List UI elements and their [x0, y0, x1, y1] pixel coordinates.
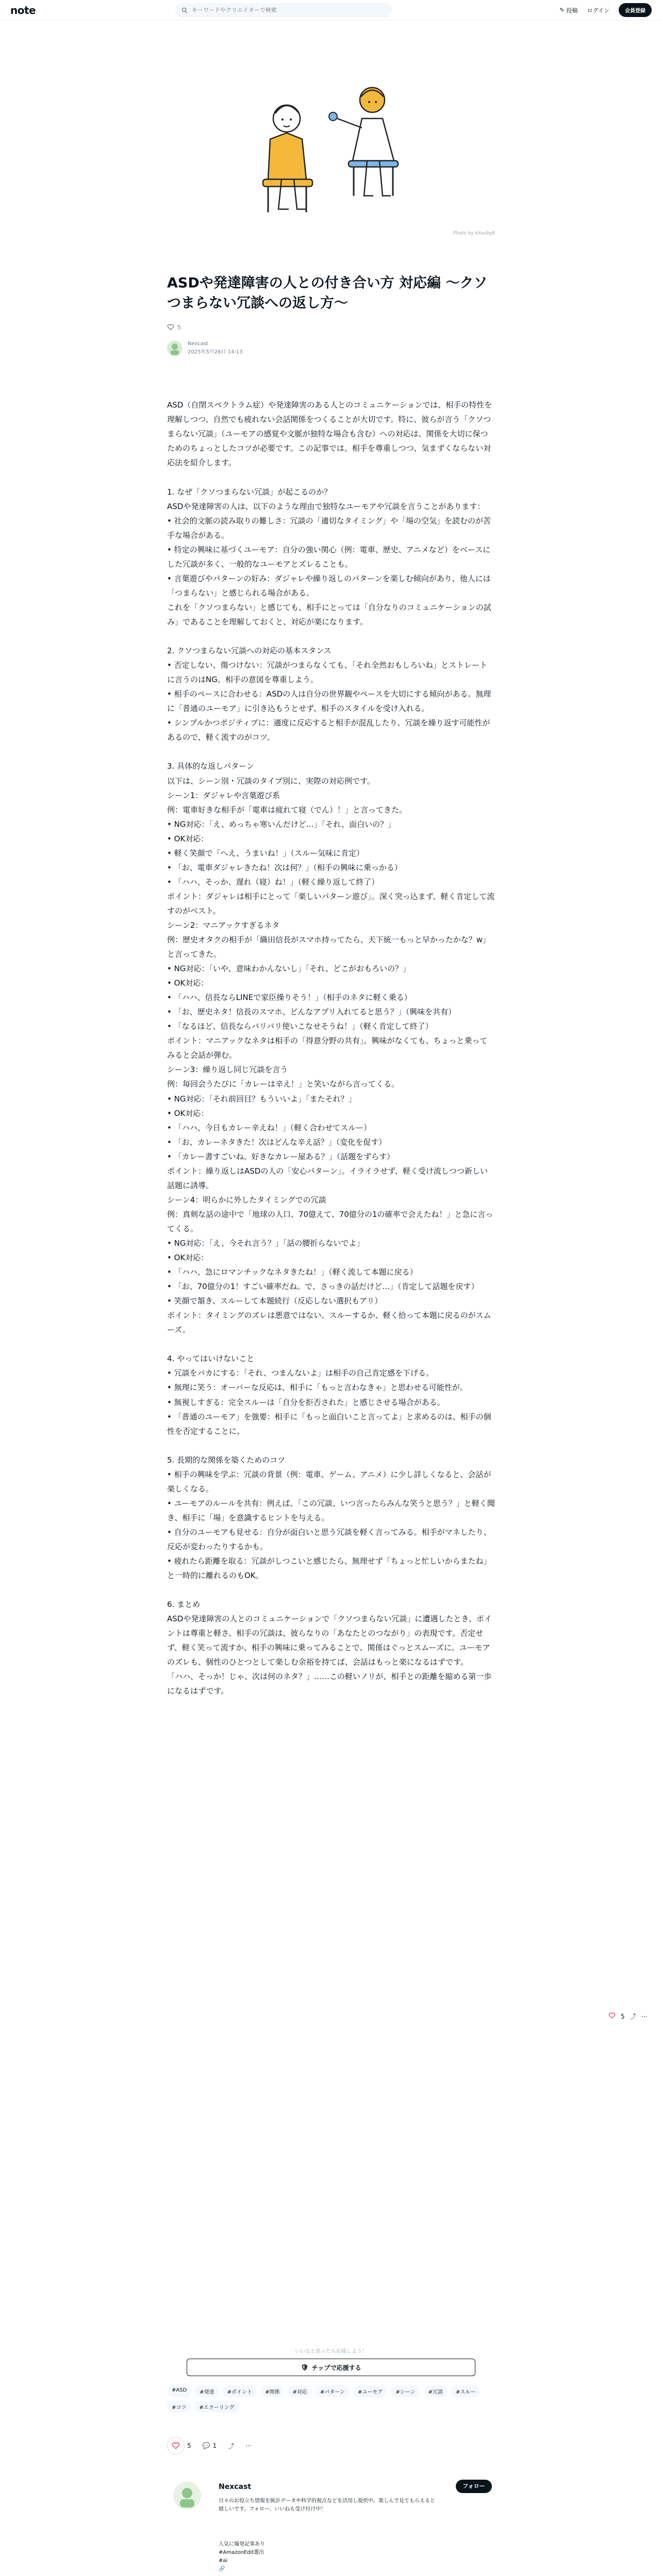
- tag[interactable]: #冗談: [424, 2385, 448, 2397]
- search-box[interactable]: [175, 3, 392, 18]
- tag[interactable]: #ポイント: [223, 2385, 257, 2397]
- follow-button[interactable]: フォロー: [456, 2480, 492, 2493]
- tag[interactable]: #スルー: [451, 2385, 480, 2397]
- tag-list: [167, 2385, 495, 2413]
- share-action[interactable]: [228, 2442, 234, 2450]
- tag[interactable]: #エラーリング: [194, 2401, 239, 2413]
- floating-like-button[interactable]: [608, 2012, 616, 2021]
- support-label: いいなと思ったら応援しよう！: [295, 2349, 367, 2354]
- author-name[interactable]: Nexcast: [188, 341, 208, 347]
- article: [167, 273, 495, 1699]
- comment-icon: 💬: [202, 2442, 210, 2449]
- creator-description: 日々のお役立ち情報を統計データや科学的視点などを活用し提供中。楽しんで見てもらえると嬉しいです。フォロー、いいねも受け付け中！: [219, 2498, 435, 2512]
- creator-links[interactable]: 人気に爆発記事あり #AmazonEdit選出 #ai 🔗: [219, 2541, 265, 2572]
- patient-figure: [263, 105, 312, 212]
- tag[interactable]: #関係: [260, 2385, 284, 2397]
- like-count: 5: [187, 2442, 191, 2449]
- author-meta: [188, 340, 243, 357]
- post-button[interactable]: [559, 6, 577, 14]
- tag[interactable]: #ユーモア: [353, 2385, 387, 2397]
- doctor-figure: [329, 88, 398, 196]
- search-icon: [181, 7, 188, 13]
- tag[interactable]: #ASD: [167, 2385, 191, 2397]
- share-icon[interactable]: ⤴: [630, 2013, 636, 2020]
- article-title: ASDや発達障害の人との付き合い方 対応編 〜クソつまらない冗談への返し方〜: [167, 275, 488, 312]
- title-like-row: [167, 324, 495, 331]
- article-actions: [167, 2437, 495, 2454]
- register-button[interactable]: 会員登録: [619, 3, 652, 17]
- comment-action[interactable]: [203, 2442, 217, 2449]
- share-icon: ⤴: [228, 2442, 235, 2450]
- title-like-count: 5: [177, 324, 181, 331]
- author-row: [167, 340, 495, 357]
- author-avatar[interactable]: [167, 341, 183, 356]
- tag[interactable]: #発達: [195, 2385, 219, 2397]
- creator-avatar[interactable]: [173, 2482, 201, 2510]
- creator-name[interactable]: Nexcast: [219, 2483, 252, 2491]
- tip-button-label: チップで応援する: [311, 2364, 361, 2371]
- header-actions: [559, 3, 652, 17]
- creator-card: [167, 2476, 495, 2572]
- hero-illustration: [167, 41, 495, 242]
- tag[interactable]: #パターン: [316, 2385, 350, 2397]
- photo-credit[interactable]: Photo by kitsuby8: [453, 231, 495, 236]
- note-logo[interactable]: note: [10, 4, 36, 16]
- floating-like-count: 5: [621, 2012, 625, 2020]
- tip-icon: 🛡: [301, 2364, 309, 2371]
- comment-count: 1: [212, 2442, 217, 2449]
- tag[interactable]: #シーン: [391, 2385, 420, 2397]
- more-icon: ⋯: [245, 2442, 252, 2449]
- tip-button[interactable]: [187, 2359, 475, 2376]
- heart-icon: [608, 2012, 616, 2019]
- more-action[interactable]: [245, 2442, 252, 2449]
- tag[interactable]: #コツ: [167, 2401, 191, 2413]
- search-input[interactable]: [192, 7, 386, 13]
- article-date: 2025年5月26日 14:13: [188, 349, 243, 355]
- heart-icon[interactable]: [167, 324, 174, 331]
- tag[interactable]: #対応: [288, 2385, 311, 2397]
- article-body: ASD（自閉スペクトラム症）や発達障害のある人とのコミュニケーションでは、相手の特性を理解しつつ、自然でも疲れない会話関係をつくることが大切です。特に、彼らが言う「クソつまらない冗談」（ユーモアの感覚や文脈が独特な場合も含む）への対応は、関係を大切に保つためのちょっとしたコツが必要です。この記事では、相手を尊重しつつ、気まずくならない対応法を紹介します。 1. なぜ「クソつまらない冗談」が起こるのか？ ASDや発達障害の人は、以下のような理由で独特なユーモアや冗談を言うことがあります： • 社会的文脈の読み取りの難しさ：冗談の「適切なタイミング」や「場の空気」を読むのが苦手な場合がある。 • 特定の興味に基づくユーモア：自分の強い関心（例：電車、歴史、アニメなど）をベースにした冗談が多く、一般的なユーモアとズレることも。 • 言葉遊びやパターンの好み：ダジャレや繰り返しのパターンを楽しむ傾向があり、他人には「つまらない」と感じられる場合がある。 これを「クソつまらない」と感じても、相手にとっては「自分なりのコミュニケーションの試み」であることを理解しておくと、対応が楽になります。 2. クソつまらない冗談への対応の基本スタンス • 否定しない、傷つけない：冗談がつまらなくても、「それ全然おもしろいね」とストレートに言うのはNG。相手の意図を尊重しよう。 • 相手のペースに合わせる：ASDの人は自分の世界観やペースを大切にする傾向がある。無理に「普通のユーモア」に引き込もうとせず、相手のスタイルを受け入れる。 • シンプルかつポジティブに：適度に反応すると相手が混乱したり、冗談を繰り返す可能性があるので、軽く流すのがコツ。 3. 具体的な返しパターン 以下は、シーン別・冗談のタイプ別に、実際の対応例です。 シーン1：ダジャレや言葉遊び系 例：電車好きな相手が「電車は疲れて寝（でん）！」と言ってきた。 • NG対応：「え、めっちゃ寒いんだけど…」「それ、面白いの？」 • OK対応： • 軽く笑顔で「へえ、うまいね！」（スルー気味に肯定） • 「お、電車ダジャレきたね！次は何？」（相手の興味に乗っかる） • 「ハハ、そっか、遅れ（寝）ね！」（軽く繰り返して終了） ポイント：ダジャレは相手にとって「楽しいパターン遊び」。深く突っ込まず、軽く肯定して流すのがベスト。 シーン2：マニアックすぎるネタ 例：歴史オタクの相手が「織田信長がスマホ持ってたら、天下統一もっと早かったかな？w」と言ってきた。 • NG対応：「いや、意味わかんないし」「それ、どこがおもろいの？」 • OK対応： • 「ハハ、信長ならLINEで家臣操りそう！」（相手のネタに軽く乗る） • 「お、歴史ネタ！信長のスマホ、どんなアプリ入れてると思う？」（興味を共有） • 「なるほど、信長ならバリバリ使いこなせそうね！」（軽く肯定して終了） ポイント：マニアックなネタは相手の「得意分野の共有」。興味がなくても、ちょっと乗ってみると会話が弾む。 シーン3：繰り返し同じ冗談を言う 例：毎回会うたびに「カレーは辛え！」と笑いながら言ってくる。 • NG対応：「それ前回目？もういいよ」「またそれ？」 • OK対応： • 「ハハ、今日もカレー辛えね！」（軽く合わせてスルー） • 「お、カレーネタきた！次はどんな辛え話？」（変化を促す） • 「カレー書すごいね。好きなカレー屋ある？」（話題をずらす） ポイント：繰り返しはASDの人の「安心パターン」。イライラせず、軽く受け流しつつ新しい話題に誘導。 シーン4：明らかに外したタイミングでの冗談 例：真剣な話の途中で「地球の人口、70億えて、70億分の1の確率で会えたね！」と急に言ってくる。 • NG対応：「え、今それ言う？」「話の腰折らないでよ」 • OK対応： • 「ハハ、急にロマンチックなネタきたね！」（軽く流して本題に戻る） • 「お、70億分の1！すごい確率だね。で、さっきの話だけど…」（肯定して話題を戻す） • 笑顔で頷き、スルーして本題続行（反応しない選択もアリ） ポイント：タイミングのズレは悪意ではない。スルーするか、軽く拾って本題に戻るのがスムーズ。 4. やってはいけないこと • 冗談をバカにする：「それ、つまんないよ」は相手の自己肯定感を下げる。 • 無理に笑う：オーバーな反応は、相手に「もっと言わなきゃ」と思わせる可能性が。 • 無視しすぎる：完全スルーは「自分を拒否された」と感じさせる場合がある。 • 「普通のユーモア」を強要：相手に「もっと面白いこと言ってよ」と求めるのは、相手の個性を否定することに。 5. 長期的な関係を築くためのコツ • 相手の興味を学ぶ：冗談の背景（例：電車、ゲーム、アニメ）に少し詳しくなると、会話が楽しくなる。 • ユーモアのルールを共有：例えば、「この冗談、いつ言ったらみんな笑うと思う？」と軽く聞き、相手に「場」を意識するヒントを与える。 • 自分のユーモアも見せる：自分が面白いと思う冗談を軽く言ってみる。相手がマネしたり、反応が変わったりするかも。 • 疲れたら距離を取る：冗談がしつこいと感じたら、無理せず「ちょっと忙しいからまたね」と一時的に離れるのもOK。 6. まとめ ASDや発達障害の人とのコミュニケーションで「クソつまらない冗談」に遭遇したとき、ポイントは尊重と軽さ。相手の冗談は、彼らなりの「あなたとのつながり」の表現です。否定せず、軽く笑って流すか、相手の興味に乗ってみることで、関係はぐっとスムーズに。ユーモアのズレも、個性のひとつとして楽しむ余裕を持てば、会話はもっと楽になるはずです。 「ハハ、そっか！じゃ、次は何のネタ？」……この軽いノリが、相手との距離を縮める第一歩になるはずです。: [167, 400, 495, 1696]
- support-section: [167, 2347, 495, 2376]
- like-circle[interactable]: [167, 2437, 185, 2454]
- like-action[interactable]: [167, 2437, 191, 2454]
- login-button[interactable]: ログイン: [587, 7, 609, 14]
- floating-actions: [608, 2012, 648, 2021]
- top-header: [0, 0, 662, 21]
- post-label: 投稿: [566, 7, 578, 14]
- pen-icon: ✎: [559, 7, 565, 13]
- heart-icon: [172, 2442, 180, 2450]
- more-icon[interactable]: ⋯: [641, 2012, 648, 2020]
